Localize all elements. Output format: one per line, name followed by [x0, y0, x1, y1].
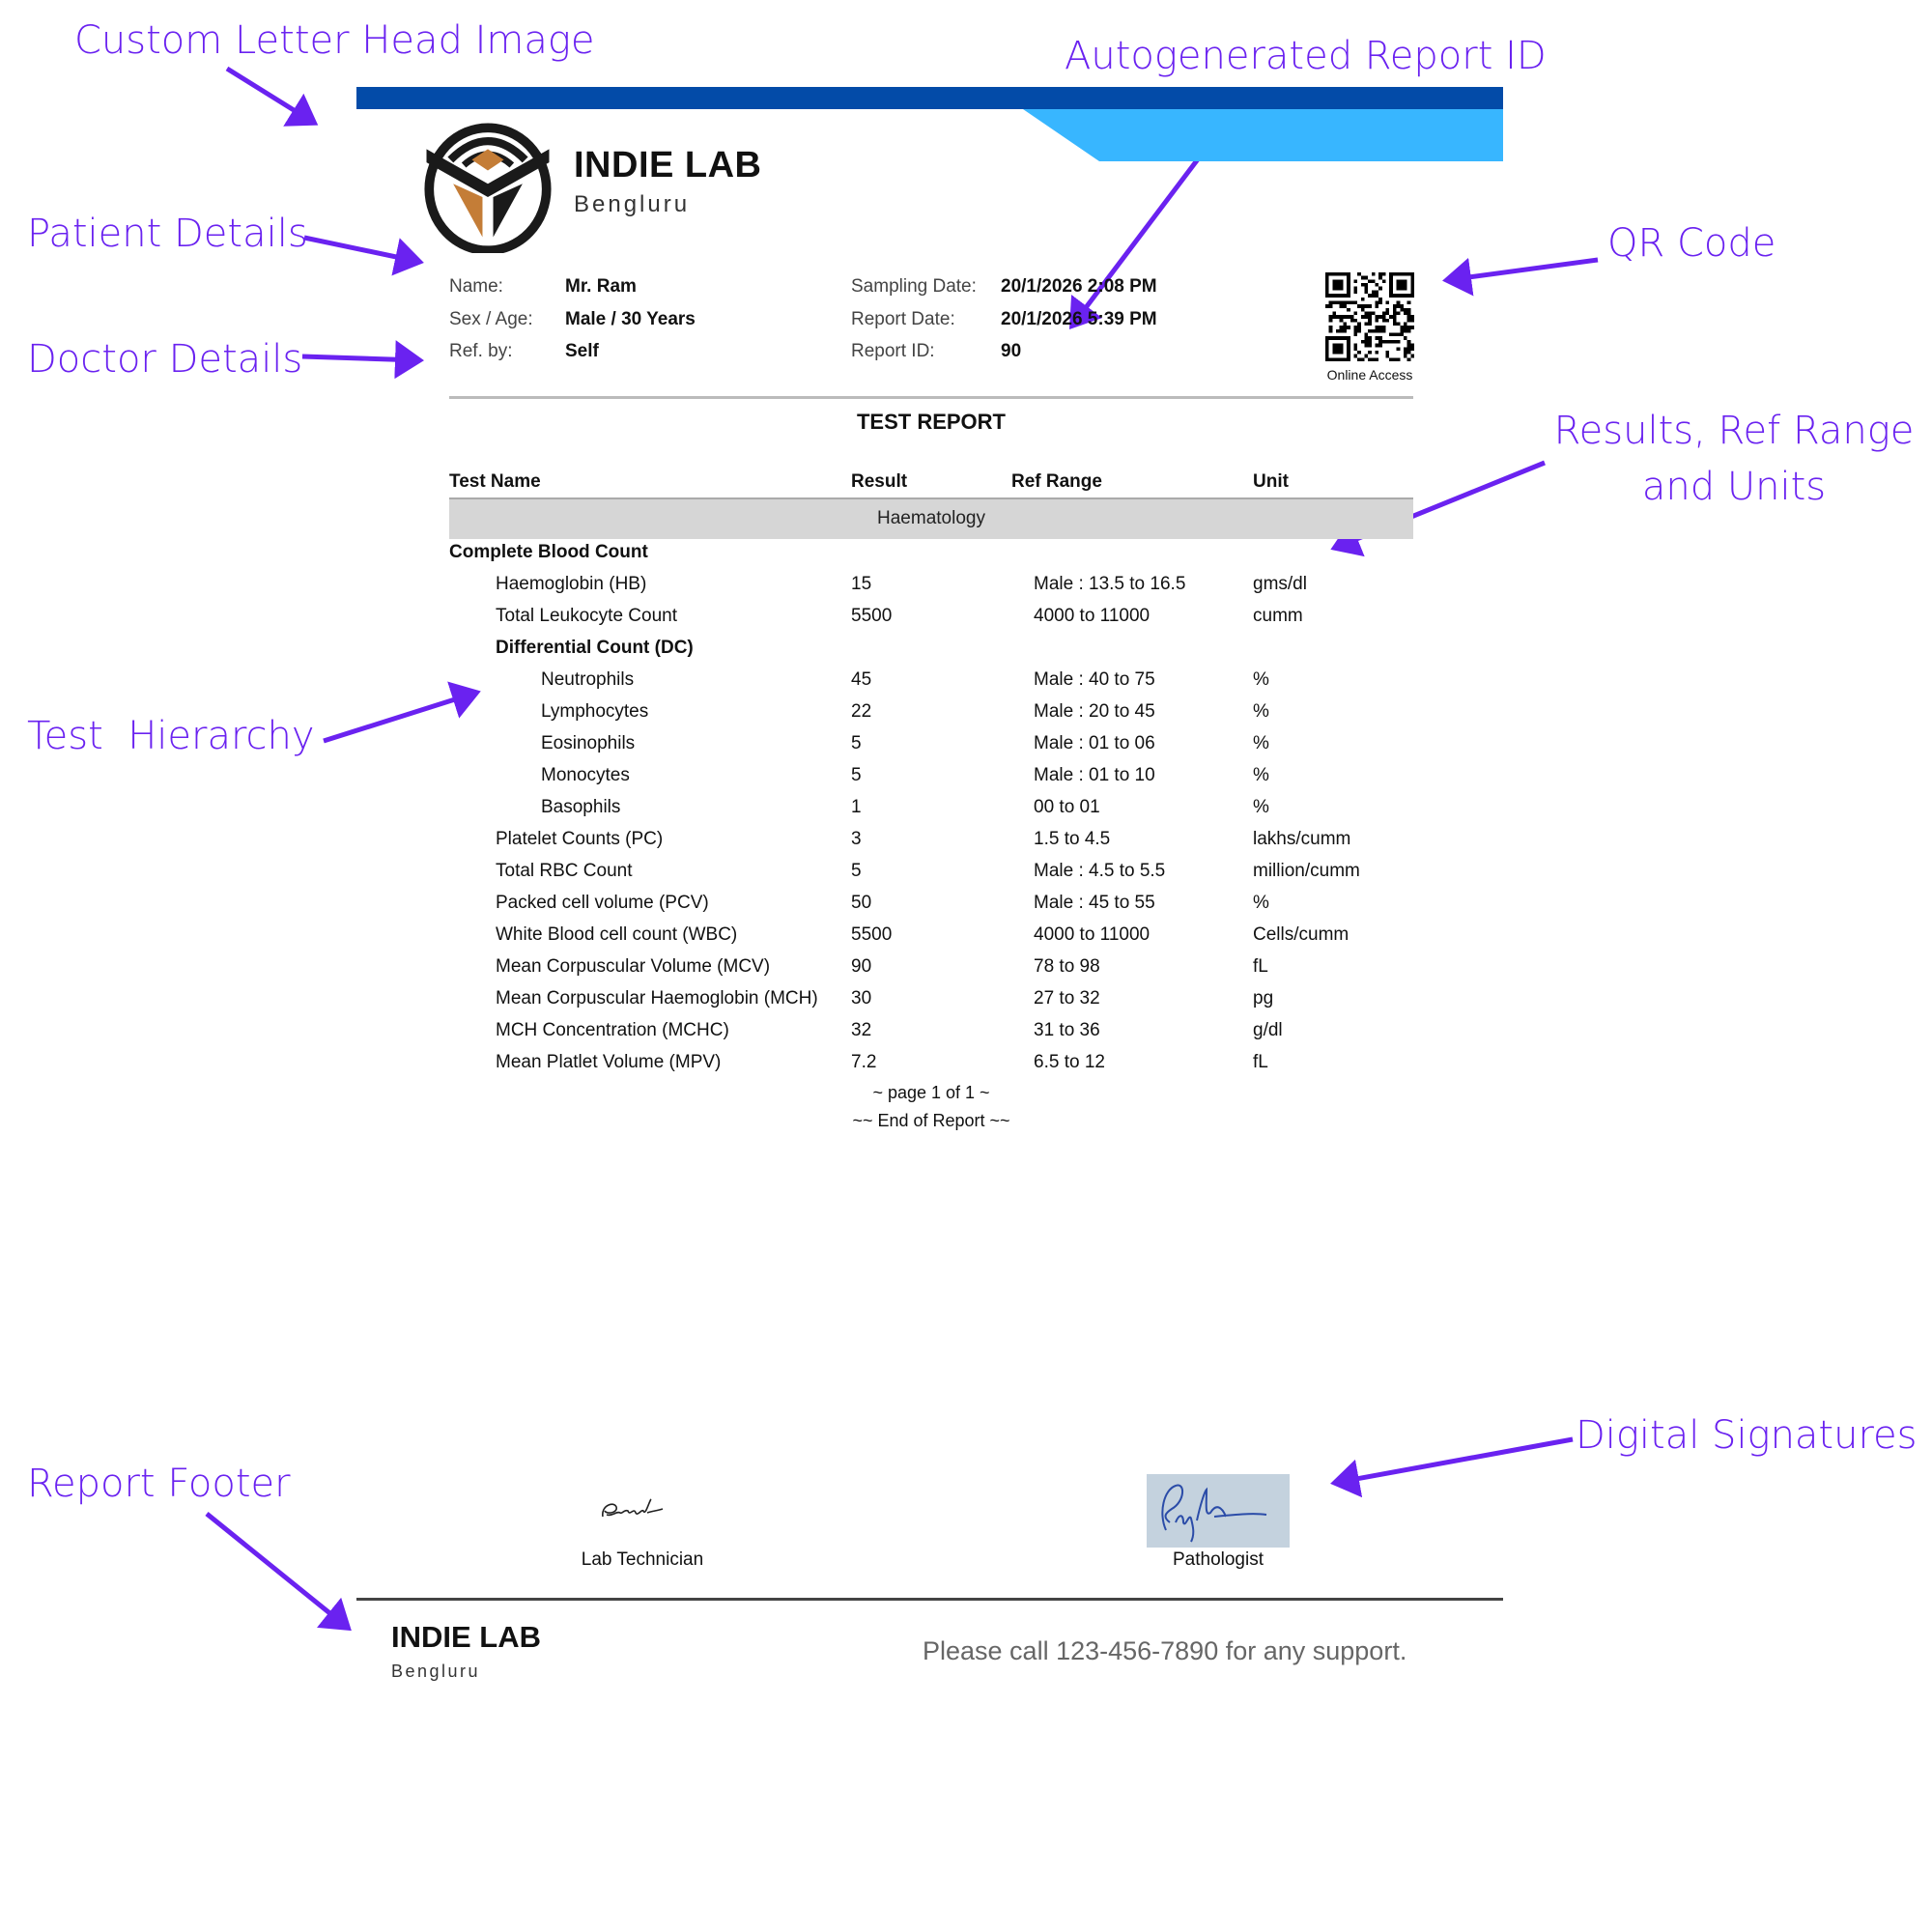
column-result: Result — [851, 471, 908, 492]
footer-lab-name: INDIE LAB — [391, 1620, 541, 1654]
test-name: Neutrophils — [541, 669, 635, 690]
lab-city: Bengluru — [574, 191, 691, 217]
column-ref-range: Ref Range — [1011, 471, 1102, 492]
test-result: 7.2 — [851, 1052, 877, 1072]
arrow-letterhead — [227, 69, 314, 123]
test-name: Mean Corpuscular Volume (MCV) — [496, 956, 771, 977]
test-name: Total RBC Count — [496, 861, 633, 881]
ref-by-label: Ref. by: — [449, 341, 513, 361]
test-group-name: Complete Blood Count — [449, 542, 648, 562]
test-unit: pg — [1253, 988, 1274, 1009]
annotation-qr: QR Code — [1607, 221, 1776, 266]
test-ref-range: 31 to 36 — [1034, 1020, 1100, 1040]
test-name: Platelet Counts (PC) — [496, 829, 664, 849]
annotation-patient: Patient Details — [27, 212, 308, 256]
test-result: 5500 — [851, 606, 893, 626]
test-unit: fL — [1253, 1052, 1268, 1072]
test-group-name: Differential Count (DC) — [496, 638, 694, 658]
technician-signature-image — [599, 1495, 668, 1524]
test-unit: Cells/cumm — [1253, 924, 1350, 945]
pathologist-label: Pathologist — [1172, 1549, 1264, 1570]
qr-caption: Online Access — [1326, 367, 1413, 383]
annotation-results-line2: and Units — [1641, 465, 1827, 509]
lab-name: INDIE LAB — [574, 145, 762, 185]
arrow-patient — [304, 238, 419, 262]
annotation-signatures: Digital Signatures — [1576, 1413, 1918, 1458]
name-label: Name: — [449, 276, 503, 297]
annotation-hierarchy: Test Hierarchy — [27, 714, 315, 758]
test-ref-range: 78 to 98 — [1034, 956, 1100, 977]
annotation-footer: Report Footer — [27, 1462, 291, 1506]
annotation-letterhead: Custom Letter Head Image — [74, 18, 595, 63]
test-unit: million/cumm — [1253, 861, 1360, 881]
lab-logo-icon — [421, 120, 554, 253]
test-result: 5 — [851, 733, 862, 753]
arrow-footer — [207, 1514, 348, 1628]
test-result: 5 — [851, 765, 862, 785]
test-ref-range: Male : 13.5 to 16.5 — [1034, 574, 1186, 594]
test-ref-range: Male : 01 to 06 — [1034, 733, 1155, 753]
report-date: 20/1/2026 5:39 PM — [1001, 309, 1157, 329]
sampling-date-label: Sampling Date: — [851, 276, 977, 297]
test-name: Eosinophils — [541, 733, 636, 753]
column-unit: Unit — [1253, 471, 1289, 492]
test-unit: lakhs/cumm — [1253, 829, 1351, 849]
arrow-signatures — [1335, 1439, 1573, 1483]
sex-age-label: Sex / Age: — [449, 309, 533, 329]
header-divider — [449, 396, 1413, 399]
test-ref-range: Male : 45 to 55 — [1034, 893, 1155, 913]
annotation-results — [1541, 409, 1927, 509]
test-result: 3 — [851, 829, 862, 849]
test-result: 32 — [851, 1020, 872, 1040]
footer-support-text: Please call 123-456-7890 for any support. — [923, 1636, 1407, 1665]
end-of-report: ~~ End of Report ~~ — [852, 1111, 1010, 1130]
report-id: 90 — [1001, 341, 1022, 361]
ref-by-value: Self — [565, 341, 599, 361]
report-title: TEST REPORT — [856, 410, 1006, 434]
test-name: Total Leukocyte Count — [496, 606, 678, 626]
test-name: Haemoglobin (HB) — [496, 574, 647, 594]
technician-label: Lab Technician — [581, 1549, 704, 1570]
test-result: 5 — [851, 861, 862, 881]
test-result: 5500 — [851, 924, 893, 945]
test-name: Basophils — [541, 797, 621, 817]
test-result: 90 — [851, 956, 872, 977]
test-name: Mean Platlet Volume (MPV) — [496, 1052, 722, 1072]
test-unit: % — [1253, 893, 1269, 913]
test-ref-range: 27 to 32 — [1034, 988, 1100, 1009]
pathologist-signature-image — [1147, 1474, 1290, 1548]
test-name: Packed cell volume (PCV) — [496, 893, 709, 913]
report-id-label: Report ID: — [851, 341, 935, 361]
test-unit: fL — [1253, 956, 1268, 977]
qr-code[interactable] — [1325, 272, 1414, 361]
arrow-doctor — [302, 356, 419, 360]
test-unit: cumm — [1253, 606, 1303, 626]
column-test-name: Test Name — [449, 471, 541, 492]
test-ref-range: 00 to 01 — [1034, 797, 1100, 817]
test-unit: % — [1253, 733, 1269, 753]
footer-lab-city: Bengluru — [391, 1662, 481, 1681]
test-unit: % — [1253, 797, 1269, 817]
test-ref-range: 4000 to 11000 — [1034, 924, 1151, 945]
test-ref-range: Male : 4.5 to 5.5 — [1034, 861, 1166, 881]
patient-sex-age: Male / 30 Years — [565, 309, 696, 329]
arrow-qr — [1447, 260, 1598, 280]
annotation-results-line1: Results, Ref Range — [1553, 409, 1915, 453]
patient-name: Mr. Ram — [565, 276, 637, 297]
test-ref-range: Male : 40 to 75 — [1034, 669, 1155, 690]
test-unit: g/dl — [1253, 1020, 1283, 1040]
test-ref-range: 4000 to 11000 — [1034, 606, 1151, 626]
sampling-date: 20/1/2026 2:08 PM — [1001, 276, 1157, 297]
annotation-doctor: Doctor Details — [27, 337, 303, 382]
test-ref-range: Male : 01 to 10 — [1034, 765, 1155, 785]
test-unit: % — [1253, 701, 1269, 722]
test-ref-range: 6.5 to 12 — [1034, 1052, 1105, 1072]
test-name: Monocytes — [541, 765, 630, 785]
page-info: ~ page 1 of 1 ~ — [872, 1083, 990, 1102]
test-ref-range: 1.5 to 4.5 — [1034, 829, 1111, 849]
test-ref-range: Male : 20 to 45 — [1034, 701, 1155, 722]
test-result: 15 — [851, 574, 872, 594]
annotation-report-id: Autogenerated Report ID — [1065, 34, 1547, 78]
test-unit: % — [1253, 765, 1269, 785]
test-name: Mean Corpuscular Haemoglobin (MCH) — [496, 988, 818, 1009]
arrow-hierarchy — [324, 693, 476, 741]
test-result: 50 — [851, 893, 872, 913]
test-result: 45 — [851, 669, 872, 690]
test-result: 1 — [851, 797, 862, 817]
test-unit: gms/dl — [1253, 574, 1307, 594]
test-name: Lymphocytes — [541, 701, 649, 722]
report-date-label: Report Date: — [851, 309, 955, 329]
test-result: 22 — [851, 701, 872, 722]
test-name: MCH Concentration (MCHC) — [496, 1020, 729, 1040]
test-result: 30 — [851, 988, 872, 1009]
test-unit: % — [1253, 669, 1269, 690]
footer-divider — [356, 1598, 1503, 1601]
department-band: Haematology — [449, 497, 1413, 539]
test-name: White Blood cell count (WBC) — [496, 924, 738, 945]
